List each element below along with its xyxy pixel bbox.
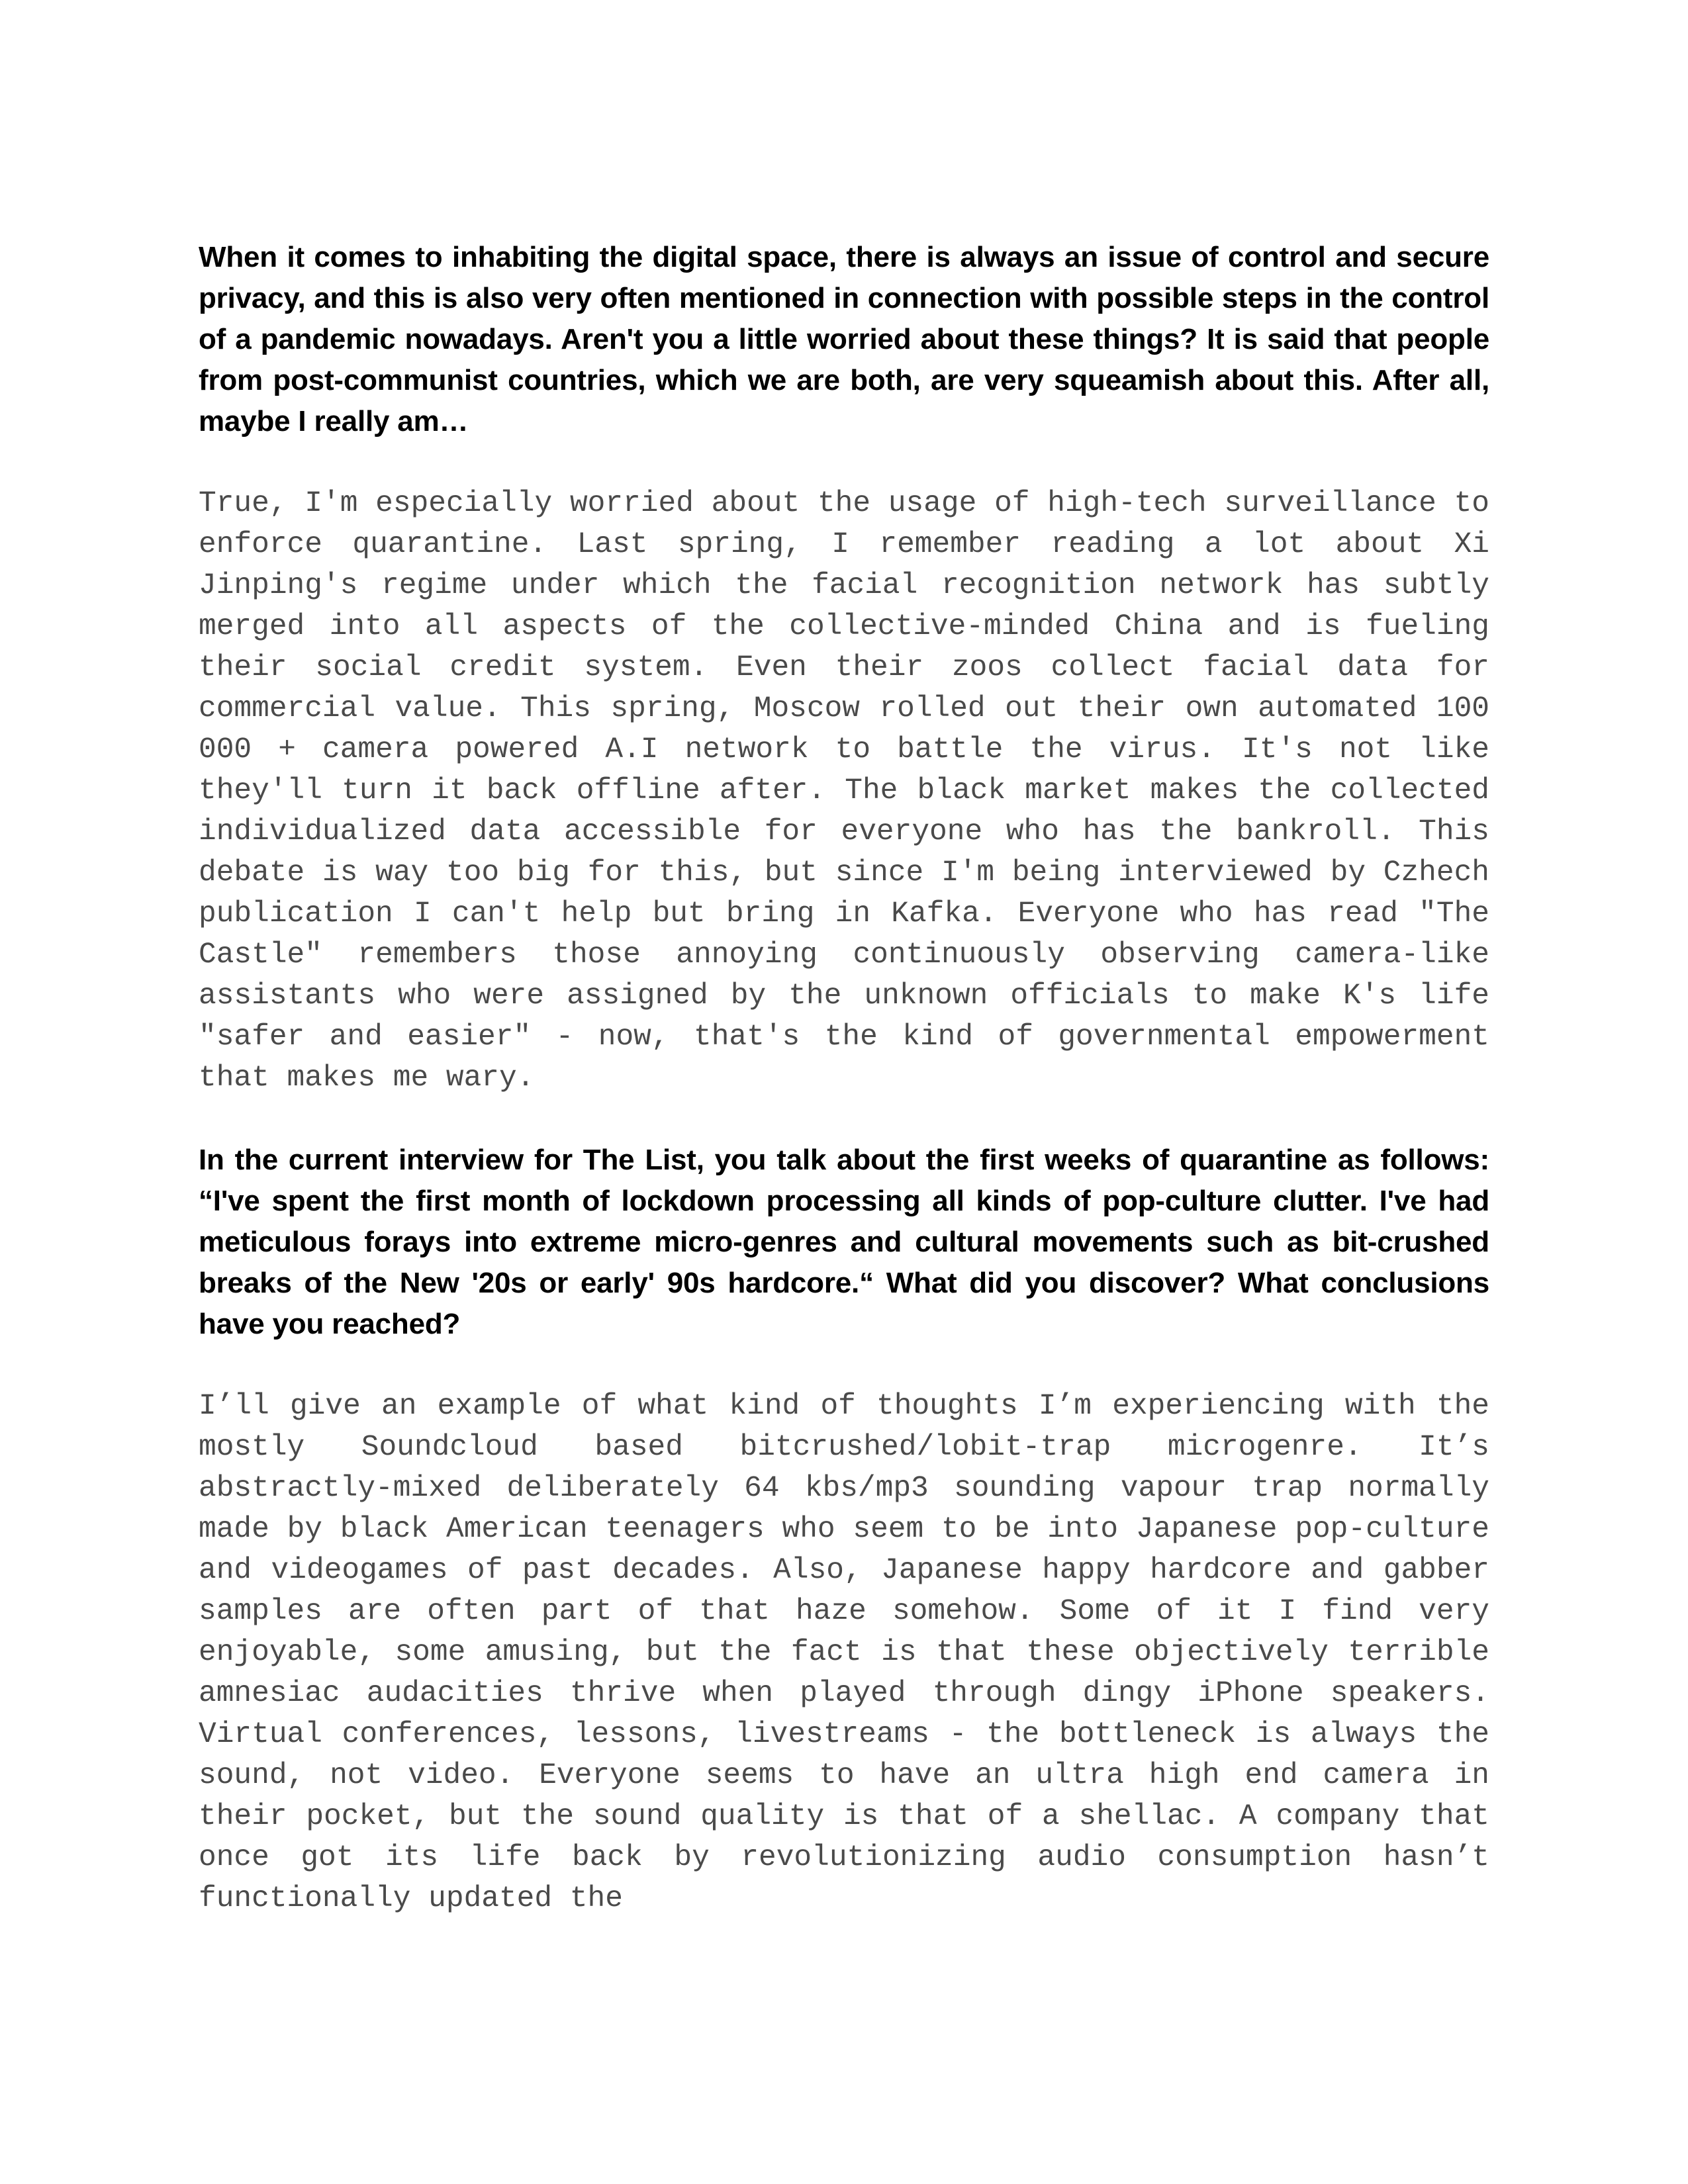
paragraph-spacer bbox=[199, 1099, 1489, 1140]
document-body bbox=[199, 237, 1489, 1919]
interview-answer-1: True, I'm especially worried about the usage of high-tech surveillance to enforce quarantine. Last spring, I remember reading a lot about Xi Jinping's regime under which the facial recognition network has subtly merged into all aspects of the collective-minded China and is fueling their social credit system. Even their zoos collect facial data for commercial value. This spring, Moscow rolled out their own automated 100 000 + camera powered A.I network to battle the virus. It's not like they'll turn it back offline after. The black market makes the collected individualized data accessible for everyone who has the bankroll. This debate is way too big for this, but since I'm being interviewed by Czhech publication I can't help but bring in Kafka. Everyone who has read "The Castle" remembers those annoying continuously observing camera-like assistants who were assigned by the unknown officials to make K's life "safer and easier" - now, that's the kind of governmental empowerment that makes me wary. bbox=[199, 487, 1489, 1095]
paragraph-spacer bbox=[199, 1345, 1489, 1386]
interview-question-2: In the current interview for The List, you talk about the first weeks of quarantine as follows: “I've spent the first month of lockdown processing all kinds of pop-culture clutter. I've had meticulous forays into extreme micro-genres and cultural movements such as bit-crushed breaks of the New '20s or early' 90s hardcore.“ What did you discover? What conclusions have you reached? bbox=[199, 1144, 1489, 1340]
interview-answer-2: I’ll give an example of what kind of thoughts I’m experiencing with the mostly Soundcloud based bitcrushed/lobit-trap microgenre. It’s abstractly-mixed deliberately 64 kbs/mp3 sounding vapour trap normally made by black American teenagers who seem to be into Japanese pop-culture and videogames of past decades. Also, Japanese happy hardcore and gabber samples are often part of that haze somehow. Some of it I find very enjoyable, some amusing, but the fact is that these objectively terrible amnesiac audacities thrive when played through dingy iPhone speakers. Virtual conferences, lessons, livestreams - the bottleneck is always the sound, not video. Everyone seems to have an ultra high end camera in their pocket, but the sound quality is that of a shellac. A company that once got its life back by revolutionizing audio consumption hasn’t functionally updated the bbox=[199, 1390, 1489, 1915]
interview-question-1: When it comes to inhabiting the digital space, there is always an issue of control and secure privacy, and this is also very often mentioned in connection with possible steps in the control of a pandemic nowadays. Aren't you a little worried about these things? It is said that people from post-communist countries, which we are both, are very squeamish about this. After all, maybe I really am… bbox=[199, 241, 1489, 437]
paragraph-spacer bbox=[199, 442, 1489, 483]
